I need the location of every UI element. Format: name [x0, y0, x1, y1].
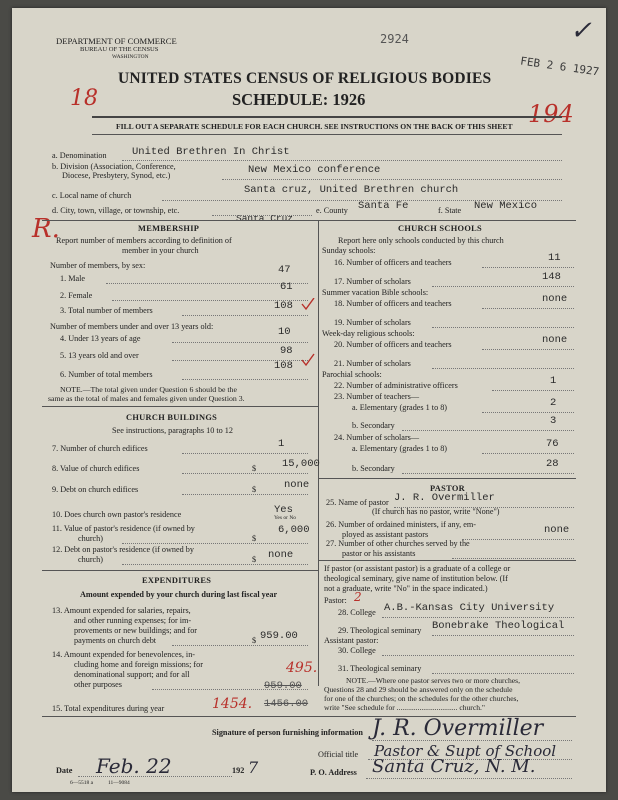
q24-label: 24. Number of scholars— [334, 433, 420, 442]
q25-note: (If church has no pastor, write "None") [372, 507, 500, 516]
q29-label: 29. Theological seminary [338, 626, 422, 635]
q30-label: 30. College [338, 646, 376, 655]
q14-line [152, 689, 308, 690]
q13-value: 959.00 [260, 630, 298, 642]
q26-label: 26. Number of ordained ministers, if any, em- [326, 520, 476, 529]
official-title-value: Pastor & Supt of School [374, 742, 557, 760]
division-label-2: Diocese, Presbytery, Synod, etc.) [62, 171, 171, 180]
q13-label-4: payments on church debt [74, 636, 157, 645]
pastor-title: PASTOR [430, 484, 465, 493]
q19-line [432, 327, 574, 328]
q8-value: 15,000 [282, 458, 320, 470]
q28-value: A.B.-Kansas City University [384, 602, 555, 614]
q23a-label: a. Elementary (grades 1 to 8) [352, 403, 448, 412]
state-label: f. State [438, 206, 462, 215]
q14-label-3: denominational support; and for all [74, 670, 190, 679]
form-title: UNITED STATES CENSUS OF RELIGIOUS BODIES [118, 70, 492, 87]
pastor-mark: 2 [354, 590, 362, 604]
expenditures-sub: Amount expended by your church during last fiscal year [80, 590, 278, 599]
denomination-value: United Brethren In Christ [132, 146, 290, 158]
q12-label: 12. Debt on pastor's residence (if owned by [52, 545, 194, 554]
q22-line [492, 390, 574, 391]
q29-value: Bonebrake Theological [432, 620, 565, 632]
q13-label-3: provements or new buildings; and for [74, 626, 198, 635]
q28-line [382, 617, 574, 618]
census-schedule-page [12, 8, 606, 792]
q4-label: 4. Under 13 years of age [60, 334, 141, 343]
city-line [212, 215, 312, 216]
schools-intro: Report here only schools conducted by this church [338, 236, 504, 245]
signature-value: J. R. Overmiller [372, 716, 544, 741]
q27-label: 27. Number of other churches served by the [326, 539, 470, 548]
q3-line [182, 315, 308, 316]
q7-line [182, 453, 308, 454]
pastor-mid-rule [318, 560, 576, 561]
q22-label: 22. Number of administrative officers [334, 381, 458, 390]
assistant-pastor-label: Assistant pastor: [324, 636, 379, 645]
q12-value: none [268, 549, 294, 561]
q5-value: 98 [280, 345, 293, 357]
department-name: DEPARTMENT OF COMMERCE [56, 36, 177, 46]
q11-value: 6,000 [278, 524, 310, 536]
signature-label: Signature of person furnishing information [212, 728, 363, 737]
date-value: Feb. 22 [96, 754, 172, 778]
q15-label: 15. Total expenditures during year [52, 704, 165, 713]
yes-no-hint: Yes or No [274, 515, 297, 521]
q27-line [452, 558, 574, 559]
section-top-rule [42, 220, 576, 221]
membership-intro: Report number of members according to definition of [56, 236, 232, 245]
stamp-number: 2924 [380, 32, 409, 46]
handwritten-number-left: 18 [70, 86, 98, 111]
signature-line [372, 740, 572, 741]
q30-line [382, 655, 574, 656]
q23-label: 23. Number of teachers— [334, 392, 420, 401]
division-label: b. Division (Association, Conference, [52, 162, 176, 171]
q24a-label: a. Elementary (grades 1 to 8) [352, 444, 448, 453]
graduate-note: If pastor (or assistant pastor) is a graduate of a college or [324, 564, 511, 573]
schools-bottom-rule [318, 478, 576, 479]
pastor-note-2: Questions 28 and 29 should be answered only on the schedule [324, 685, 513, 694]
q13-dollar: $ [252, 636, 257, 645]
q12-dollar: $ [252, 555, 257, 564]
membership-bottom-rule [42, 406, 318, 407]
bureau-name: BUREAU OF THE CENSUS [80, 46, 159, 53]
year-value: 7 [248, 758, 259, 777]
q4-value: 10 [278, 326, 291, 338]
q13-label: 13. Amount expended for salaries, repairs, [52, 606, 191, 615]
q26-label-2: ployed as assistant pastors [342, 530, 429, 539]
graduate-note-2: theological seminary, give name of institution below. (If [324, 574, 508, 583]
q18-line [482, 308, 574, 309]
q20-value: none [542, 334, 568, 346]
q24a-value: 76 [546, 438, 559, 450]
q2-value: 61 [280, 281, 293, 293]
q9-value: none [284, 479, 310, 491]
sunday-label: Sunday schools: [322, 246, 376, 255]
q8-line [182, 473, 308, 474]
q18-value: none [542, 293, 568, 305]
address-line [366, 778, 572, 779]
address-value: Santa Cruz, N. M. [372, 756, 536, 777]
q14-value: 495. [286, 660, 318, 676]
county-label: e. County [316, 206, 348, 215]
q11-dollar: $ [252, 534, 257, 543]
q7-value: 1 [278, 438, 285, 450]
membership-note: NOTE.—The total given under Question 6 should be the [60, 385, 237, 394]
q23a-value: 2 [550, 397, 557, 409]
q20-line [482, 349, 574, 350]
local-name-label: c. Local name of church [52, 191, 132, 200]
q9-dollar: $ [252, 485, 257, 494]
q8-label: 8. Value of church edifices [52, 464, 140, 473]
q1-label: 1. Male [60, 274, 86, 283]
q31-label: 31. Theological seminary [338, 664, 422, 673]
q24b-label: b. Secondary [352, 464, 395, 473]
q16-label: 16. Number of officers and teachers [334, 258, 452, 267]
q24b-value: 28 [546, 458, 559, 470]
received-date-stamp: FEB 2 6 1927 [519, 54, 601, 79]
q1-line [106, 283, 308, 284]
q23b-label: b. Secondary [352, 421, 395, 430]
q17-value: 148 [542, 271, 561, 283]
year-prefix: 192 [232, 766, 245, 775]
q4-line [172, 342, 308, 343]
denomination-line [122, 160, 562, 161]
q24a-line [482, 453, 574, 454]
q24b-line [402, 473, 574, 474]
buildings-sub: See instructions, paragraphs 10 to 12 [112, 426, 233, 435]
local-name-value: Santa cruz, United Brethren church [244, 184, 459, 196]
red-check-marks [300, 298, 320, 368]
schools-title: CHURCH SCHOOLS [398, 224, 483, 233]
date-line [78, 776, 232, 777]
q17-label: 17. Number of scholars [334, 277, 411, 286]
members-by-sex-label: Number of members, by sex: [50, 261, 146, 270]
q18-label: 18. Number of officers and teachers [334, 299, 452, 308]
general-instruction: FILL OUT A SEPARATE SCHEDULE FOR EACH CHURCH. SEE INSTRUCTIONS ON THE BACK OF THIS SHEET [116, 122, 513, 131]
q9-label: 9. Debt on church edifices [52, 485, 139, 494]
q3-label: 3. Total number of members [60, 306, 153, 315]
buildings-bottom-rule [42, 570, 318, 571]
membership-title: MEMBERSHIP [138, 224, 200, 233]
buildings-title: CHURCH BUILDINGS [126, 413, 218, 422]
schedule-title: SCHEDULE: 1926 [232, 90, 366, 109]
division-value: New Mexico conference [248, 164, 381, 176]
q11-line [122, 543, 308, 544]
county-value: Santa Fe [358, 200, 409, 212]
q10-label: 10. Does church own pastor's residence [52, 510, 182, 519]
r-mark: R. [32, 214, 60, 244]
title-rule [92, 116, 562, 118]
q1-value: 47 [278, 264, 291, 276]
pastor-note-4: write "See schedule for ................................ church." [324, 703, 485, 712]
city-value: Santa Cruz [236, 213, 294, 224]
q11-label: 11. Value of pastor's residence (if owned by [52, 524, 195, 533]
q9-line [182, 494, 308, 495]
q20-label: 20. Number of officers and teachers [334, 340, 452, 349]
date-label: Date [56, 766, 73, 775]
q6-value: 108 [274, 360, 293, 372]
state-value: New Mexico [474, 200, 538, 212]
q14-label: 14. Amount expended for benevolences, in- [52, 650, 196, 659]
address-label: P. O. Address [310, 768, 357, 777]
form-number: 6—5518 a [70, 780, 94, 786]
parochial-label: Parochial schools: [322, 370, 382, 379]
q13-label-2: and other running expenses; for im- [74, 616, 192, 625]
q25-value: J. R. Overmiller [394, 492, 495, 504]
summer-label: Summer vacation Bible schools: [322, 288, 429, 297]
q16-value: 11 [548, 252, 561, 264]
check-mark-top: ✓ [570, 16, 592, 46]
pastor-note-3: for one of the churches; on the schedules for the other churches, [324, 694, 519, 703]
q26-value: none [544, 524, 570, 536]
q28-label: 28. College [338, 608, 376, 617]
division-line [222, 179, 562, 180]
q22-value: 1 [550, 375, 557, 387]
q14-label-4: other purposes [74, 680, 122, 689]
q5-label: 5. 13 years old and over [60, 351, 139, 360]
q12-label-2: church) [78, 555, 104, 564]
weekday-label: Week-day religious schools: [322, 329, 415, 338]
q31-line [432, 673, 574, 674]
q17-line [432, 286, 574, 287]
age-label: Number of members under and over 13 years old: [50, 322, 214, 331]
form-number-2: 11—9084 [108, 780, 130, 786]
pastor-sub-label: Pastor: [324, 596, 347, 605]
q23a-line [482, 412, 574, 413]
handwritten-number-right: 194 [528, 100, 574, 128]
denomination-label: a. Denomination [52, 151, 107, 160]
city-label: d. City, town, village, or township, etc. [52, 206, 180, 215]
q6-label: 6. Number of total members [60, 370, 153, 379]
q12-line [122, 564, 308, 565]
q27-label-2: pastor or his assistants [342, 549, 416, 558]
q29-line [432, 635, 574, 636]
q19-label: 19. Number of scholars [334, 318, 411, 327]
city-name: WASHINGTON [112, 54, 149, 60]
q25-label: 25. Name of pastor [326, 498, 389, 507]
q11-label-2: church) [78, 534, 104, 543]
q21-label: 21. Number of scholars [334, 359, 411, 368]
q13-line [172, 645, 308, 646]
q16-line [482, 267, 574, 268]
q10-value: Yes [274, 504, 293, 516]
q26-line [462, 539, 574, 540]
membership-note-2: same as the total of males and females given under Question 3. [48, 394, 245, 403]
pastor-note: NOTE.—Where one pastor serves two or more churches, [346, 676, 520, 685]
membership-intro-2: member in your church [122, 246, 199, 255]
expenditures-title: EXPENDITURES [142, 576, 212, 585]
q6-line [182, 379, 308, 380]
q15-struck-value: 1456.00 [264, 698, 309, 710]
q14-struck-value: 959.00 [264, 680, 302, 692]
q23b-line [402, 430, 574, 431]
q2-label: 2. Female [60, 291, 93, 300]
instruction-rule [92, 134, 562, 135]
graduate-note-3: not a graduate, write "No" in the space indicated.) [324, 584, 488, 593]
official-title-label: Official title [318, 750, 359, 759]
q7-label: 7. Number of church edifices [52, 444, 148, 453]
q15-value: 1454. [212, 696, 253, 712]
q14-label-2: cluding home and foreign missions; for [74, 660, 203, 669]
q3-value: 108 [274, 300, 293, 312]
q8-dollar: $ [252, 464, 257, 473]
q23b-value: 3 [550, 415, 557, 427]
column-divider [318, 220, 319, 686]
q21-line [432, 368, 574, 369]
